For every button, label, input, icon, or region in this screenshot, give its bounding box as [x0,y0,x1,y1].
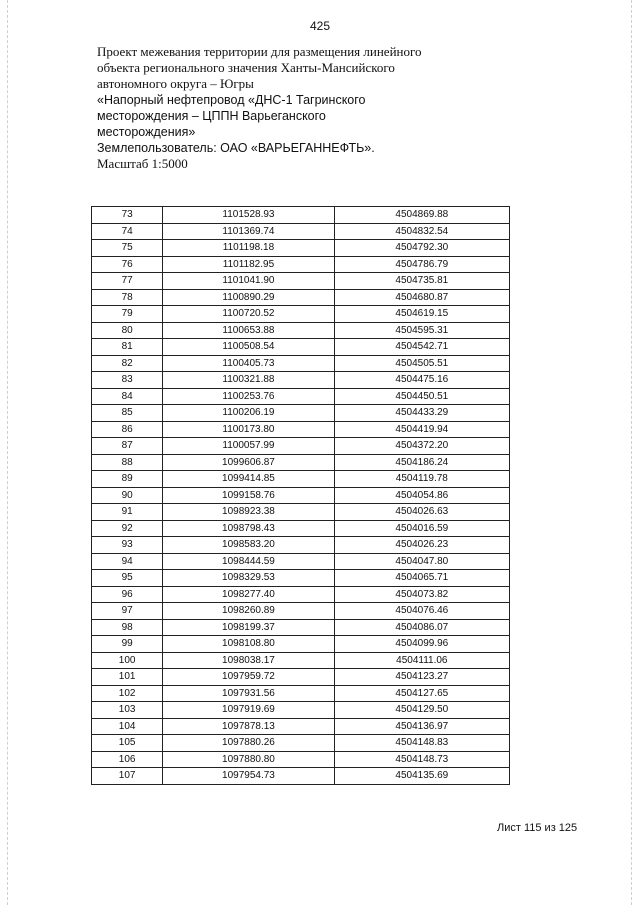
x-coordinate-cell: 1098199.37 [163,619,334,636]
page-number: 425 [309,19,331,33]
point-number-cell: 82 [92,355,163,372]
x-coordinate-cell: 1101369.74 [163,223,334,240]
y-coordinate-cell: 4504832.54 [334,223,509,240]
table-row [92,388,510,405]
x-coordinate-cell: 1099158.76 [163,487,334,504]
point-number-cell: 106 [92,751,163,768]
x-coordinate-cell: 1097931.56 [163,685,334,702]
table-row [92,487,510,504]
table-row [92,372,510,389]
y-coordinate-cell: 4504086.07 [334,619,509,636]
table-row [92,405,510,422]
table-row [92,537,510,554]
x-coordinate-cell: 1098444.59 [163,553,334,570]
point-number-cell: 80 [92,322,163,339]
x-coordinate-cell: 1100057.99 [163,438,334,455]
project-title [97,44,422,92]
x-coordinate-cell: 1097880.80 [163,751,334,768]
point-number-cell: 101 [92,669,163,686]
table-row [92,256,510,273]
y-coordinate-cell: 4504186.24 [334,454,509,471]
x-coordinate-cell: 1098583.20 [163,537,334,554]
y-coordinate-cell: 4504073.82 [334,586,509,603]
table-row [92,306,510,323]
point-number-cell: 91 [92,504,163,521]
y-coordinate-cell: 4504372.20 [334,438,509,455]
y-coordinate-cell: 4504076.46 [334,603,509,620]
point-number-cell: 74 [92,223,163,240]
x-coordinate-cell: 1098329.53 [163,570,334,587]
table-row [92,718,510,735]
point-number-cell: 103 [92,702,163,719]
project-title-line: автономного округа – Югры [97,76,254,91]
scan-edge-left [7,0,8,905]
x-coordinate-cell: 1100405.73 [163,355,334,372]
x-coordinate-cell: 1100206.19 [163,405,334,422]
map-scale: Масштаб 1:5000 [97,156,188,171]
y-coordinate-cell: 4504419.94 [334,421,509,438]
point-number-cell: 73 [92,207,163,224]
table-row [92,355,510,372]
point-number-cell: 81 [92,339,163,356]
point-number-cell: 102 [92,685,163,702]
y-coordinate-cell: 4504475.16 [334,372,509,389]
y-coordinate-cell: 4504026.63 [334,504,509,521]
y-coordinate-cell: 4504148.83 [334,735,509,752]
point-number-cell: 84 [92,388,163,405]
x-coordinate-cell: 1101182.95 [163,256,334,273]
table-row [92,504,510,521]
point-number-cell: 90 [92,487,163,504]
x-coordinate-cell: 1099414.85 [163,471,334,488]
coordinates-table [91,206,510,785]
table-row [92,421,510,438]
y-coordinate-cell: 4504129.50 [334,702,509,719]
y-coordinate-cell: 4504619.15 [334,306,509,323]
x-coordinate-cell: 1097959.72 [163,669,334,686]
x-coordinate-cell: 1101041.90 [163,273,334,290]
point-number-cell: 87 [92,438,163,455]
coordinates-table-body [92,207,510,785]
point-number-cell: 86 [92,421,163,438]
x-coordinate-cell: 1101198.18 [163,240,334,257]
y-coordinate-cell: 4504026.23 [334,537,509,554]
y-coordinate-cell: 4504099.96 [334,636,509,653]
point-number-cell: 95 [92,570,163,587]
y-coordinate-cell: 4504135.69 [334,768,509,785]
table-row [92,652,510,669]
x-coordinate-cell: 1097919.69 [163,702,334,719]
table-row [92,685,510,702]
y-coordinate-cell: 4504016.59 [334,520,509,537]
y-coordinate-cell: 4504433.29 [334,405,509,422]
point-number-cell: 85 [92,405,163,422]
point-number-cell: 88 [92,454,163,471]
point-number-cell: 97 [92,603,163,620]
point-number-cell: 93 [92,537,163,554]
y-coordinate-cell: 4504595.31 [334,322,509,339]
table-row [92,471,510,488]
x-coordinate-cell: 1100508.54 [163,339,334,356]
x-coordinate-cell: 1100890.29 [163,289,334,306]
x-coordinate-cell: 1098798.43 [163,520,334,537]
y-coordinate-cell: 4504127.65 [334,685,509,702]
point-number-cell: 100 [92,652,163,669]
table-row [92,240,510,257]
x-coordinate-cell: 1101528.93 [163,207,334,224]
point-number-cell: 83 [92,372,163,389]
x-coordinate-cell: 1098923.38 [163,504,334,521]
point-number-cell: 98 [92,619,163,636]
object-name-line: месторождения – ЦППН Варьеганского [97,109,326,123]
x-coordinate-cell: 1098108.80 [163,636,334,653]
point-number-cell: 89 [92,471,163,488]
y-coordinate-cell: 4504786.79 [334,256,509,273]
x-coordinate-cell: 1100253.76 [163,388,334,405]
table-row [92,322,510,339]
point-number-cell: 107 [92,768,163,785]
table-row [92,520,510,537]
y-coordinate-cell: 4504680.87 [334,289,509,306]
x-coordinate-cell: 1100321.88 [163,372,334,389]
project-title-line: объекта регионального значения Ханты-Мансийского [97,60,395,75]
y-coordinate-cell: 4504047.80 [334,553,509,570]
table-row [92,619,510,636]
point-number-cell: 77 [92,273,163,290]
table-row [92,289,510,306]
y-coordinate-cell: 4504542.71 [334,339,509,356]
point-number-cell: 79 [92,306,163,323]
table-row [92,223,510,240]
y-coordinate-cell: 4504119.78 [334,471,509,488]
table-row [92,751,510,768]
table-row [92,636,510,653]
point-number-cell: 99 [92,636,163,653]
object-name [97,92,417,140]
point-number-cell: 78 [92,289,163,306]
project-title-line: Проект межевания территории для размещения линейного [97,44,422,59]
table-row [92,702,510,719]
table-row [92,553,510,570]
point-number-cell: 105 [92,735,163,752]
table-row [92,768,510,785]
sheet-counter: Лист 115 из 125 [497,822,578,834]
table-row [92,339,510,356]
document-header [97,44,422,172]
x-coordinate-cell: 1097878.13 [163,718,334,735]
point-number-cell: 94 [92,553,163,570]
point-number-cell: 92 [92,520,163,537]
land-user: Землепользователь: ОАО «ВАРЬЕГАННЕФТЬ». [97,141,375,155]
object-name-line: «Напорный нефтепровод «ДНС-1 Тагринского [97,93,366,107]
table-row [92,669,510,686]
table-row [92,207,510,224]
y-coordinate-cell: 4504735.81 [334,273,509,290]
y-coordinate-cell: 4504148.73 [334,751,509,768]
x-coordinate-cell: 1100173.80 [163,421,334,438]
y-coordinate-cell: 4504505.51 [334,355,509,372]
table-row [92,586,510,603]
table-row [92,438,510,455]
x-coordinate-cell: 1098038.17 [163,652,334,669]
y-coordinate-cell: 4504792.30 [334,240,509,257]
point-number-cell: 76 [92,256,163,273]
x-coordinate-cell: 1099606.87 [163,454,334,471]
point-number-cell: 75 [92,240,163,257]
x-coordinate-cell: 1098277.40 [163,586,334,603]
table-row [92,603,510,620]
table-row [92,454,510,471]
object-name-line: месторождения» [97,125,196,139]
x-coordinate-cell: 1097954.73 [163,768,334,785]
y-coordinate-cell: 4504111.06 [334,652,509,669]
y-coordinate-cell: 4504065.71 [334,570,509,587]
y-coordinate-cell: 4504123.27 [334,669,509,686]
y-coordinate-cell: 4504054.86 [334,487,509,504]
point-number-cell: 104 [92,718,163,735]
x-coordinate-cell: 1100653.88 [163,322,334,339]
y-coordinate-cell: 4504136.97 [334,718,509,735]
x-coordinate-cell: 1100720.52 [163,306,334,323]
y-coordinate-cell: 4504450.51 [334,388,509,405]
table-row [92,273,510,290]
x-coordinate-cell: 1098260.89 [163,603,334,620]
table-row [92,735,510,752]
y-coordinate-cell: 4504869.88 [334,207,509,224]
point-number-cell: 96 [92,586,163,603]
x-coordinate-cell: 1097880.26 [163,735,334,752]
scan-edge-right [631,0,632,905]
table-row [92,570,510,587]
